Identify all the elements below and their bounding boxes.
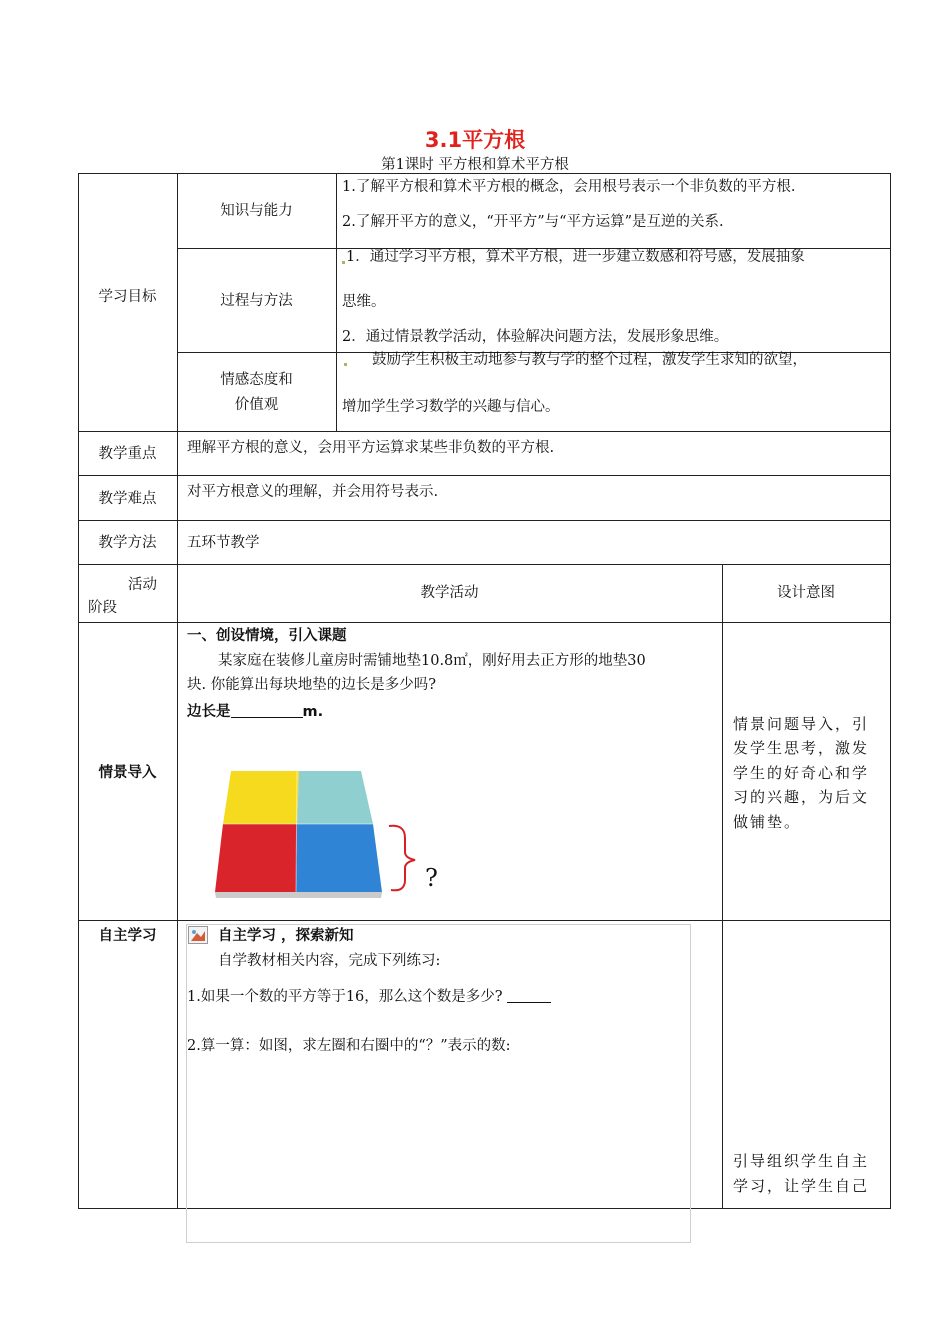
situation-heading: 一、创设情境，引入课题 <box>187 628 347 644</box>
mat-blue-tile <box>296 824 382 892</box>
objectives-label: 学习目标 <box>98 289 157 305</box>
situation-intent-1: 情景问题导入，引 <box>733 715 870 733</box>
intent-header: 设计意图 <box>777 585 835 601</box>
bullet-marker <box>342 261 345 264</box>
knowledge-line-1: 1.了解平方根和算术平方根的概念，会用根号表示一个非负数的平方根. <box>342 179 796 195</box>
situation-intent-5: 做铺垫。 <box>733 813 802 831</box>
page-title: 3.1平方根 <box>424 128 526 152</box>
emotion-label-1: 情感态度和 <box>220 372 293 388</box>
bullet-marker <box>344 363 347 366</box>
question-1 <box>187 986 551 1008</box>
situation-text-2: 块. 你能算出每块地垫的边长是多少吗? <box>187 677 436 693</box>
knowledge-label: 知识与能力 <box>220 203 293 219</box>
difficulty-label: 教学难点 <box>98 491 157 507</box>
answer-suffix: m. <box>302 704 324 720</box>
self-study-intro: 自学教材相关内容，完成下列练习: <box>218 953 441 969</box>
emotion-line-2: 增加学生学习数学的兴趣与信心。 <box>342 399 560 415</box>
answer-blank[interactable] <box>231 702 303 718</box>
emotion-label-2: 价值观 <box>234 397 279 413</box>
activity-header: 教学活动 <box>420 585 479 601</box>
broken-image-icon <box>188 926 208 944</box>
self-study-intent-2: 学习，让学生自己 <box>733 1177 870 1195</box>
answer-prefix: 边长是 <box>187 704 231 720</box>
difficulty-text: 对平方根意义的理解，并会用符号表示. <box>187 484 439 500</box>
method-text: 五环节教学 <box>187 535 260 551</box>
answer-line <box>187 701 323 723</box>
question-1-text: 1.如果一个数的平方等于16，那么这个数是多少? <box>187 989 508 1005</box>
self-study-stage: 自主学习 <box>98 928 157 944</box>
knowledge-line-2: 2.了解开平方的意义，“开平方”与“平方运算”是互逆的关系. <box>342 214 724 230</box>
focus-label: 教学重点 <box>98 446 157 462</box>
stage-header-1: 活动 <box>128 577 157 593</box>
emotion-line-1: 鼓励学生积极主动地参与教与学的整个过程，激发学生求知的欲望， <box>372 352 807 368</box>
page-subtitle: 第1课时 平方根和算术平方根 <box>381 157 569 173</box>
brace-shape <box>389 826 415 891</box>
stage-header-2: 阶段 <box>88 600 117 616</box>
question-1-blank[interactable] <box>507 987 551 1003</box>
situation-stage: 情景导入 <box>98 765 157 781</box>
mat-red-tile <box>215 824 297 892</box>
method-label: 教学方法 <box>98 535 157 551</box>
situation-text-1: 某家庭在装修儿童房时需铺地垫10.8㎡，刚好用去正方形的地垫30 <box>218 653 646 669</box>
mat-teal-tile <box>297 771 373 824</box>
floor-mat-image <box>205 764 455 900</box>
self-study-intent-1: 引导组织学生自主 <box>733 1152 870 1170</box>
mat-yellow-tile <box>223 771 299 824</box>
self-study-heading: 自主学习 ，探索新知 <box>218 928 354 944</box>
situation-intent-4: 习的兴趣，为后文 <box>733 788 870 806</box>
process-label: 过程与方法 <box>220 293 293 309</box>
situation-intent-2: 发学生思考，激发 <box>733 739 870 757</box>
process-line-3: 2．通过情景教学活动，体验解决问题方法，发展形象思维。 <box>342 329 729 345</box>
focus-text: 理解平方根的意义，会用平方运算求某些非负数的平方根. <box>187 440 555 456</box>
process-line-2: 思维。 <box>342 294 386 310</box>
question-2: 2.算一算：如图，求左圈和右圈中的“？”表示的数: <box>187 1038 511 1054</box>
question-mark: ? <box>425 864 438 892</box>
situation-intent-3: 学生的好奇心和学 <box>733 764 870 782</box>
process-line-1: 1．通过学习平方根，算术平方根，进一步建立数感和符号感，发展抽象 <box>346 249 805 265</box>
